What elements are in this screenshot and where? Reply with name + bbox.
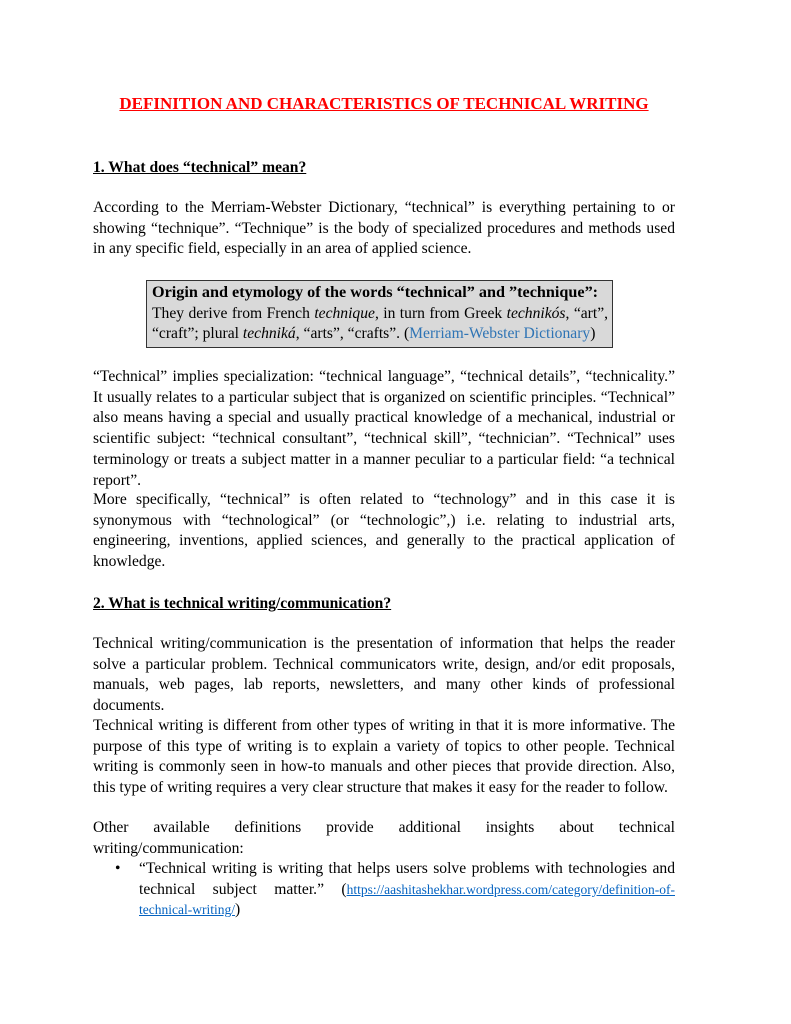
definitions-list (93, 859, 675, 921)
etymology-text: , “art”, “craft”; plural (152, 304, 609, 343)
section2-paragraph-1: Technical writing/communication is the presentation of information that helps the reader solve a particular problem. Technical communicators write, design, and/or edit proposals, manuals, web pages, lab reports, newsletters, and many other kinds of professional documents. (93, 635, 675, 715)
section2-heading: 2. What is technical writing/communication? (93, 595, 392, 612)
etymology-term: techniká (242, 325, 296, 343)
section2-paragraph-2: Technical writing is different from other types of writing in that it is more informative. The purpose of this type of writing is to explain a variety of topics to other people. Technical writing is commonly seen in how-to manuals and other pieces that provide direction. Also, this type of writing requires a very clear structure that makes it easy for the reader to follow. (93, 717, 675, 797)
list-item (93, 859, 675, 921)
etymology-text: , in turn from Greek (374, 304, 507, 322)
merriam-webster-link[interactable]: Merriam-Webster Dictionary (409, 325, 591, 343)
etymology-text: , “arts”, “crafts”. ( (295, 325, 410, 343)
section1-paragraph-1: According to the Merriam-Webster Dictionary, “technical” is everything pertaining to or showing “technique”. “Technique” is the body of specialized procedures and methods used in any specific field, especially in an area of applied science. (93, 199, 675, 258)
definition-text: “Technical writing is writing that helps users solve problems with technologies and technical subject matter.” ( (139, 860, 675, 898)
section1-paragraph-3: More specifically, “technical” is often related to “technology” and in this case it is synonymous with “technological” (or “technologic”,) i.e. relating to industrial arts, engineering, inventions, applied sciences, and generally to the practical application of knowledge. (93, 491, 675, 571)
document-title: DEFINITION AND CHARACTERISTICS OF TECHNICAL WRITING (119, 94, 649, 113)
bullet-icon: • (115, 860, 121, 877)
source-link[interactable]: https://aashitashekhar.wordpress.com/category/definition-of-technical-writing/ (139, 881, 675, 918)
section2-paragraph-3: Other available definitions provide additional insights about technical writing/communication: (93, 819, 675, 857)
definition-text: ) (234, 901, 241, 919)
section1-heading: 1. What does “technical” mean? (93, 159, 307, 176)
section1-paragraph-2: “Technical” implies specialization: “technical language”, “technical details”, “technicality.” It usually relates to a particular subject that is organized on scientific principles. “Technical” also means having a special and usually practical knowledge of a mechanical, industrial or scientific subject: “technical consultant”, “technical skill”, “technician”. “Technical” uses terminology or treats a subject matter in a manner peculiar to a particular field: “a technical report”. (93, 368, 675, 489)
etymology-term: technique (314, 304, 375, 322)
etymology-term: technikós (506, 304, 566, 322)
etymology-box (146, 280, 613, 348)
etymology-text: They derive from French (152, 304, 315, 322)
etymology-text: ) (590, 325, 596, 343)
etymology-heading: Origin and etymology of the words “technical” and ”technique”: (152, 283, 599, 301)
